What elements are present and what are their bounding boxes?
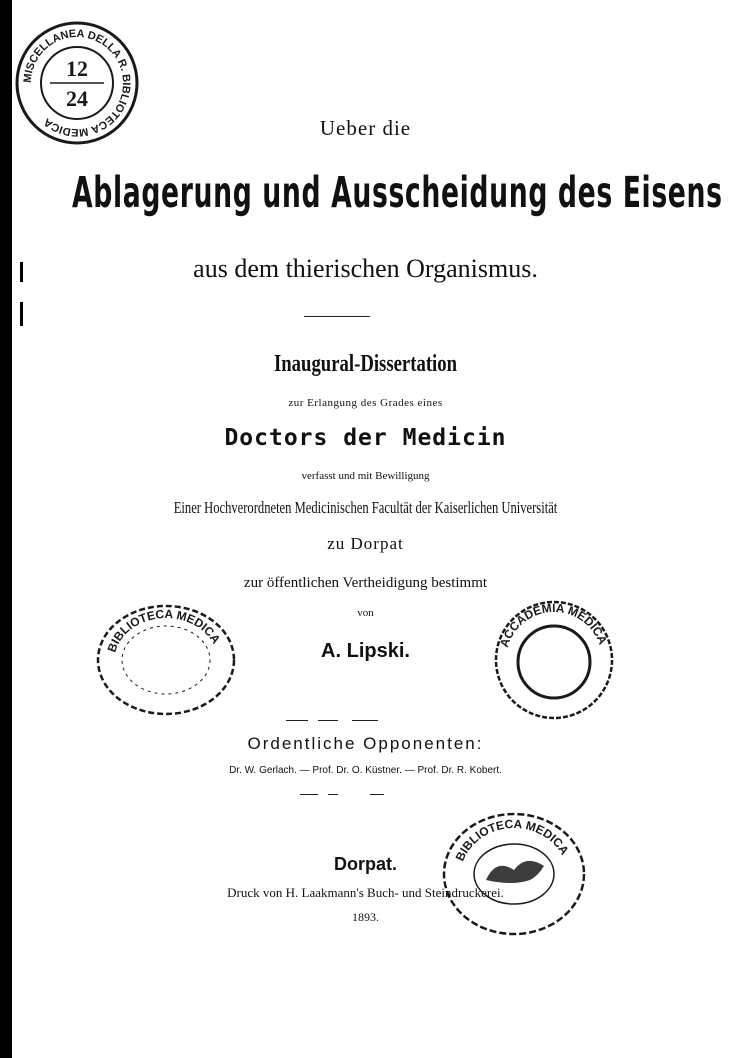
opponents-heading: Ordentliche Opponenten: bbox=[247, 734, 484, 753]
library-ring-text: MISCELLANEA DELLA R. BIBLIOTECA MEDICA bbox=[21, 27, 133, 139]
svg-text:BIBLIOTECA MEDICA bbox=[105, 607, 224, 654]
divider-rule bbox=[328, 794, 338, 795]
faculty-line: Einer Hochverordneten Medicinischen Facultät der Kaiserlichen Universität bbox=[173, 498, 558, 517]
scan-mark bbox=[20, 302, 23, 326]
left-stamp-text: BIBLIOTECA MEDICA bbox=[104, 606, 224, 655]
publication-year: 1893. bbox=[352, 910, 379, 924]
printer-line: Druck von H. Laakmann's Buch- und Steindruckerei. bbox=[227, 885, 504, 900]
right-stamp-text: ACCADEMIA MEDICA bbox=[496, 600, 611, 650]
dissertation-type: Inaugural-Dissertation bbox=[273, 351, 458, 377]
authored-line: verfasst und mit Bewilligung bbox=[301, 470, 430, 482]
imprint-city: Dorpat. bbox=[334, 854, 397, 874]
by-line: von bbox=[357, 607, 374, 619]
purpose-line: zur Erlangung des Grades eines bbox=[288, 397, 443, 409]
place-line: zu Dorpat bbox=[327, 534, 404, 553]
library-stamp-left bbox=[92, 598, 240, 718]
divider-rule bbox=[318, 720, 338, 721]
subtitle: aus dem thierischen Organismus. bbox=[193, 254, 538, 283]
degree-title: Doctors der Medicin bbox=[224, 425, 507, 451]
divider-rule bbox=[286, 720, 308, 721]
author-name: A. Lipski. bbox=[321, 640, 410, 662]
bottom-stamp-text: BIBLIOTECA MEDICA bbox=[452, 816, 572, 864]
divider-rule bbox=[370, 794, 384, 795]
divider-rule bbox=[300, 794, 318, 795]
intro-line: Ueber die bbox=[319, 116, 412, 140]
library-stamp-right bbox=[492, 598, 616, 722]
shelfmark-bottom: 24 bbox=[66, 86, 88, 111]
main-title: Ablagerung und Ausscheidung des Eisens bbox=[72, 168, 723, 218]
defense-line: zur öffentlichen Vertheidigung bestimmt bbox=[243, 575, 488, 591]
divider-rule bbox=[304, 316, 370, 317]
opponents-names: Dr. W. Gerlach. — Prof. Dr. O. Küstner. — Prof. Dr. R. Kobert. bbox=[229, 765, 502, 776]
divider-rule bbox=[352, 720, 378, 721]
shelfmark-top: 12 bbox=[66, 56, 88, 81]
